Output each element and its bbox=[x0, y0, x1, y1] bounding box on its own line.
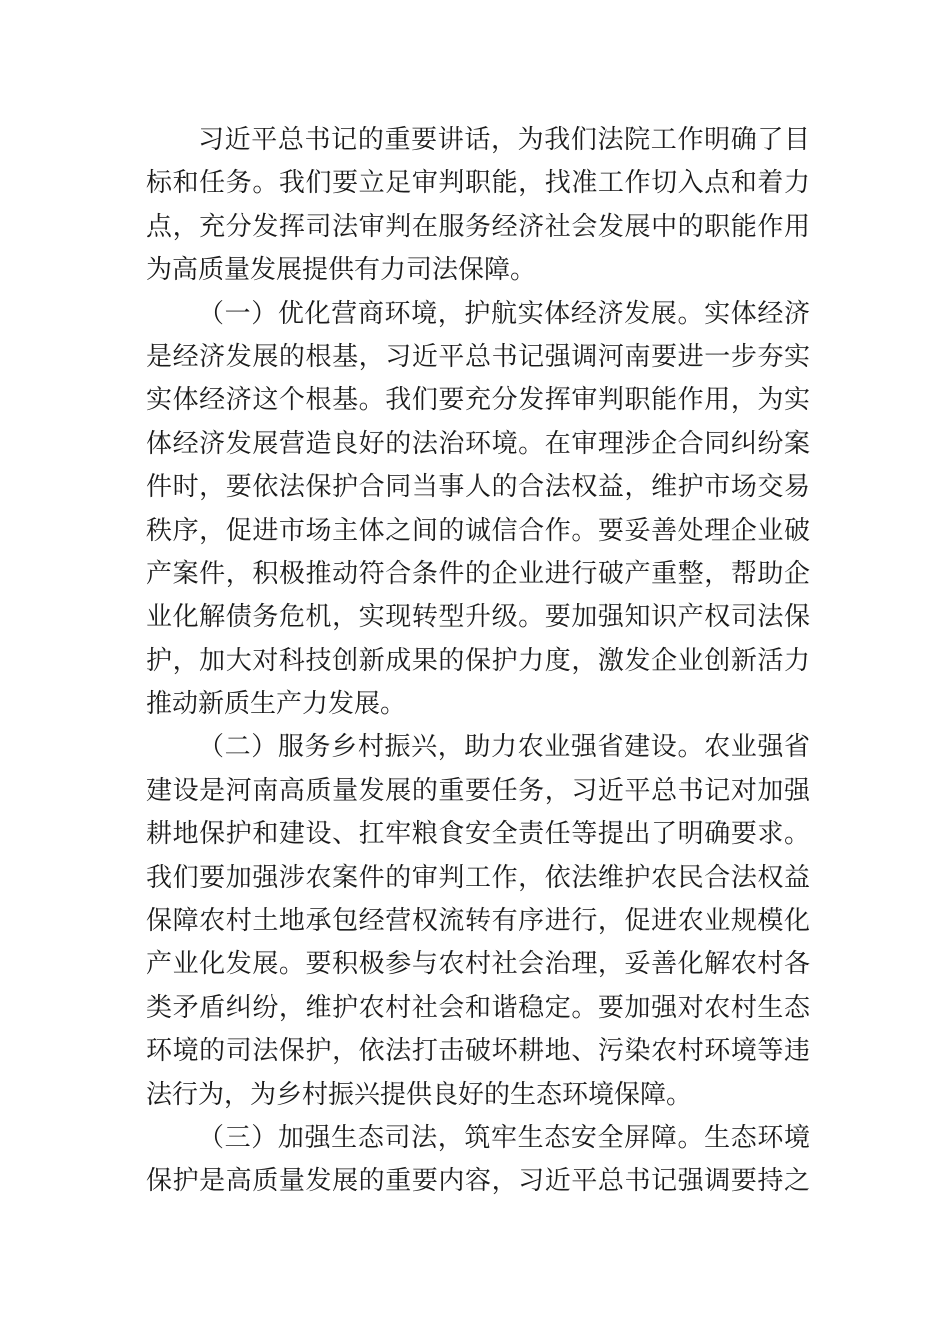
paragraph-3-line-7: 类矛盾纠纷，维护农村社会和谐稳定。要加强对农村生态 bbox=[146, 992, 810, 1023]
paragraph-2-line-6: 秩序，促进市场主体之间的诚信合作。要妥善处理企业破 bbox=[146, 515, 810, 546]
document-body bbox=[146, 119, 810, 1204]
paragraph-1-line-4: 为高质量发展提供有力司法保障。 bbox=[146, 255, 537, 286]
paragraph-3-line-1: （二）服务乡村振兴，助力农业强省建设。农业强省 bbox=[198, 732, 810, 763]
paragraph-3-line-2: 建设是河南高质量发展的重要任务，习近平总书记对加强 bbox=[146, 775, 810, 806]
paragraph-1-line-1: 习近平总书记的重要讲话，为我们法院工作明确了目 bbox=[198, 125, 810, 155]
paragraph-3-line-3: 耕地保护和建设、扛牢粮食安全责任等提出了明确要求。 bbox=[146, 819, 810, 850]
paragraph-3-line-9: 法行为，为乡村振兴提供良好的生态环境保障。 bbox=[146, 1079, 693, 1110]
paragraph-2-line-7: 产案件，积极推动符合条件的企业进行破产重整，帮助企 bbox=[146, 558, 810, 589]
paragraph-1-line-3: 点，充分发挥司法审判在服务经济社会发展中的职能作用 bbox=[146, 211, 810, 242]
paragraph-3-line-6: 产业化发展。要积极参与农村社会治理，妥善化解农村各 bbox=[146, 949, 810, 980]
paragraph-1-line-2: 标和任务。我们要立足审判职能，找准工作切入点和着力 bbox=[146, 168, 810, 199]
paragraph-2-line-9: 护，加大对科技创新成果的保护力度，激发企业创新活力 bbox=[146, 645, 810, 676]
paragraph-2-line-1: （一）优化营商环境，护航实体经济发展。实体经济 bbox=[198, 298, 810, 329]
paragraph-3-line-4: 我们要加强涉农案件的审判工作，依法维护农民合法权益 bbox=[146, 862, 810, 893]
paragraph-3-line-8: 环境的司法保护，依法打击破坏耕地、污染农村环境等违 bbox=[146, 1036, 810, 1067]
paragraph-2-line-10: 推动新质生产力发展。 bbox=[146, 689, 407, 720]
paragraph-3-line-5: 保障农村土地承包经营权流转有序进行，促进农业规模化 bbox=[146, 906, 810, 937]
paragraph-2-line-8: 业化解债务危机，实现转型升级。要加强知识产权司法保 bbox=[146, 602, 810, 633]
paragraph-2-line-2: 是经济发展的根基，习近平总书记强调河南要进一步夯实 bbox=[146, 341, 810, 372]
paragraph-2-line-4: 体经济发展营造良好的法治环境。在审理涉企合同纠纷案 bbox=[146, 428, 810, 459]
paragraph-4-line-2: 保护是高质量发展的重要内容，习近平总书记强调要持之 bbox=[146, 1166, 810, 1197]
paragraph-4-line-1: （三）加强生态司法，筑牢生态安全屏障。生态环境 bbox=[198, 1122, 810, 1153]
paragraph-2-line-5: 件时，要依法保护合同当事人的合法权益，维护市场交易 bbox=[146, 472, 810, 503]
paragraph-2-line-3: 实体经济这个根基。我们要充分发挥审判职能作用，为实 bbox=[146, 385, 810, 416]
